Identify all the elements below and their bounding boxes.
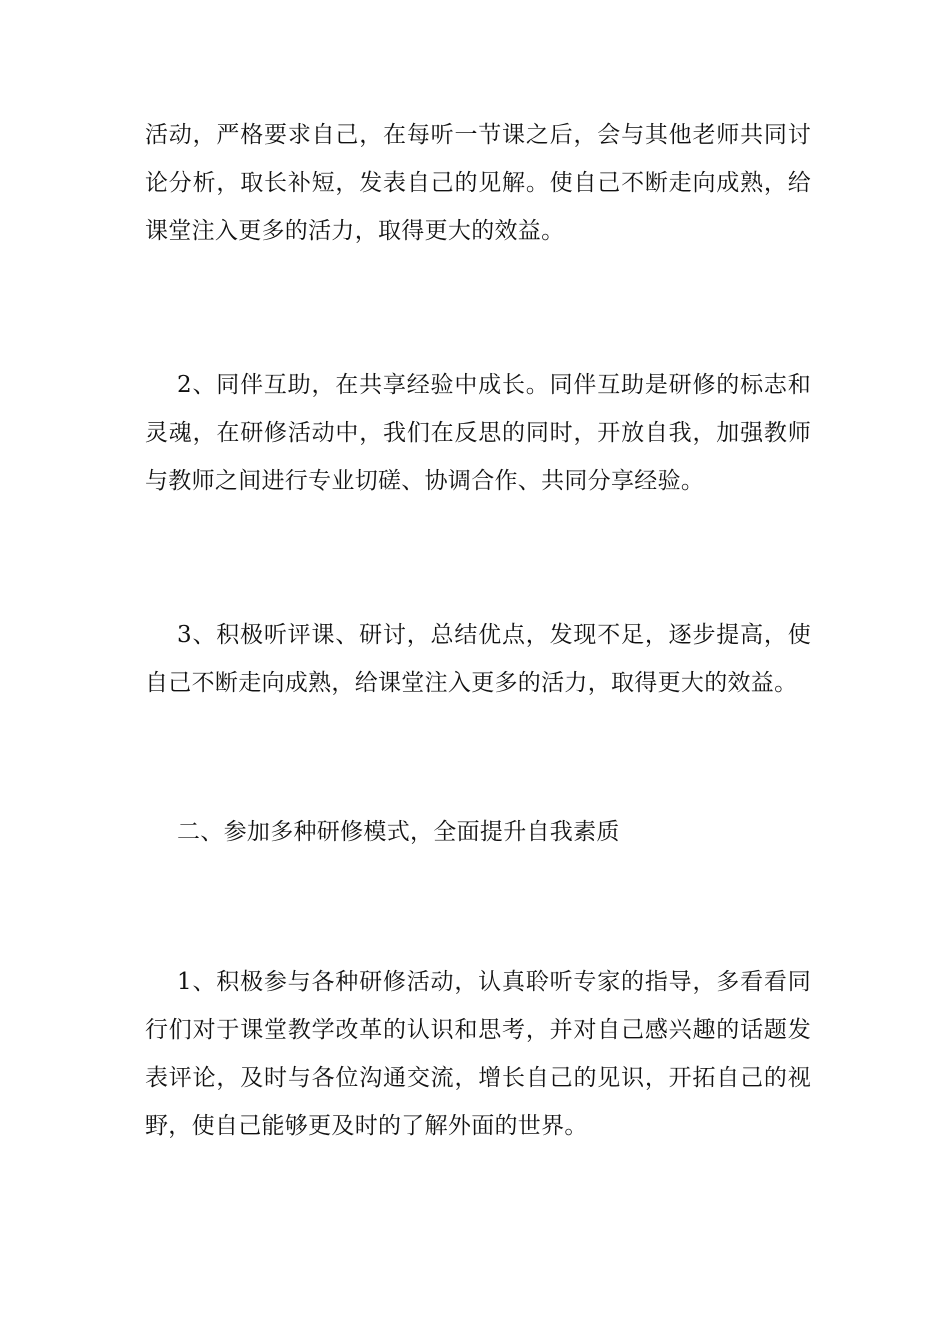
paragraph-continuation: 活动，严格要求自己，在每听一节课之后，会与其他老师共同讨论分析，取长补短，发表自己的见解。使自己不断走向成熟，给课堂注入更多的活力，取得更大的效益。 (145, 122, 811, 244)
paragraph-peer-mutual-aid: 2、同伴互助，在共享经验中成长。同伴互助是研修的标志和灵魂，在研修活动中，我们在反思的同时，开放自我，加强教师与教师之间进行专业切磋、协调合作、共同分享经验。 (145, 372, 811, 494)
paragraph-lesson-evaluation: 3、积极听评课、研讨，总结优点，发现不足，逐步提高，使自己不断走向成熟，给课堂注入更多的活力，取得更大的效益。 (145, 622, 811, 696)
section-heading: 二、参加多种研修模式，全面提升自我素质 (177, 819, 620, 845)
paragraph-research-activities: 1、积极参与各种研修活动，认真聆听专家的指导，多看看同行们对于课堂教学改革的认识和思考，并对自己感兴趣的话题发表评论，及时与各位沟通交流，增长自己的见识，开拓自己的视野，使自己能够更及时的了解外面的世界。 (145, 969, 811, 1139)
